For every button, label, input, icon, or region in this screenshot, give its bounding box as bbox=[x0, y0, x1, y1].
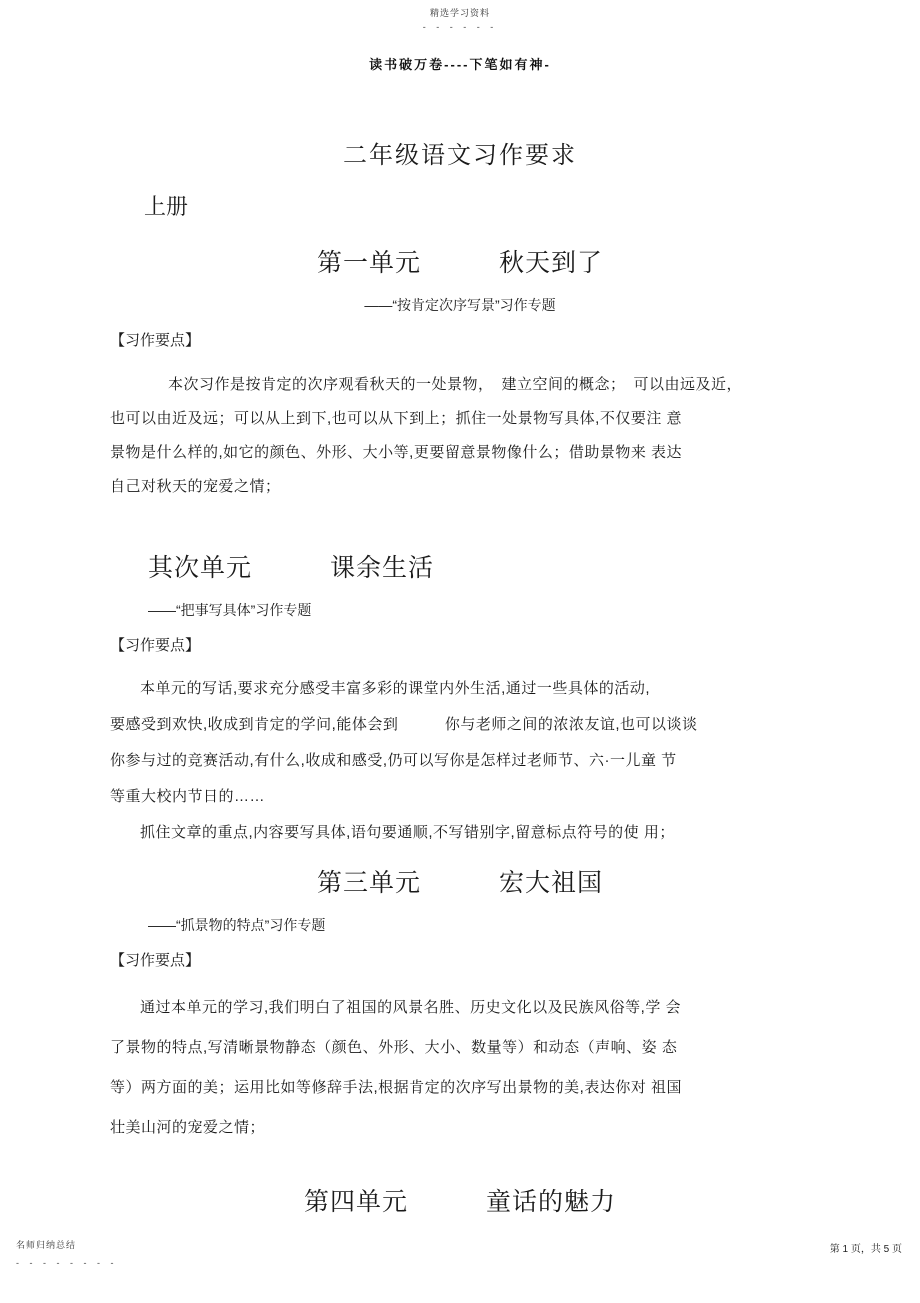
body-line: 景物是什么样的,如它的颜色、外形、大小等,更要留意景物像什么；借助景物来 表达 bbox=[110, 444, 683, 461]
volume-label: 上册 bbox=[144, 194, 189, 219]
section-2-points-label: 【习作要点】 bbox=[110, 637, 201, 654]
body-line: 壮美山河的宠爱之情； bbox=[110, 1119, 266, 1136]
section-2-subtitle: ——“把事写具体”习作专题 bbox=[148, 602, 312, 618]
document-title: 二年级语文习作要求 bbox=[343, 142, 577, 169]
header-watermark: 精选学习资料 bbox=[429, 8, 490, 18]
body-line: 本单元的写话,要求充分感受丰富多彩的课堂内外生活,通过一些具体的活动, bbox=[140, 680, 651, 697]
body-line: 通过本单元的学习,我们明白了祖国的风景名胜、历史文化以及民族风俗等,学 会 bbox=[140, 999, 682, 1016]
section-1-subtitle: ——“按肯定次序写景”习作专题 bbox=[364, 297, 556, 313]
body-line: 了景物的特点,写清晰景物静态（颜色、外形、大小、数量等）和动态（声响、姿 态 bbox=[110, 1039, 678, 1056]
header-motto: 读书破万卷----下笔如有神- bbox=[369, 57, 551, 72]
body-line: 等）两方面的美；运用比如等修辞手法,根据肯定的次序写出景物的美,表达你对 祖国 bbox=[110, 1079, 683, 1096]
section-3-points-label: 【习作要点】 bbox=[110, 952, 201, 969]
page-number: 第 1 页，共 5 页 bbox=[829, 1244, 902, 1255]
section-3-subtitle: ——“抓景物的特点”习作专题 bbox=[148, 917, 326, 933]
body-line: 本次习作是按肯定的次序观看秋天的一处景物， 建立空间的概念； 可以由远及近， bbox=[168, 376, 743, 393]
body-line: 抓住文章的重点,内容要写具体,语句要通顺,不写错别字,留意标点符号的使 用； bbox=[140, 824, 675, 841]
section-1-points-label: 【习作要点】 bbox=[110, 332, 201, 349]
body-line: 也可以由近及远；可以从上到下,也可以从下到上；抓住一处景物写具体,不仅要注 意 bbox=[110, 410, 683, 427]
section-3-heading: 第三单元 宏大祖国 bbox=[316, 869, 603, 897]
section-3-body bbox=[110, 988, 850, 1148]
section-1-heading: 第一单元 秋天到了 bbox=[316, 249, 603, 277]
body-line: 你参与过的竞赛活动,有什么,收成和感受,仍可以写你是怎样过老师节、六·一儿童 节 bbox=[110, 752, 677, 769]
section-1-body bbox=[110, 368, 850, 504]
body-line: 等重大校内节日的…… bbox=[110, 788, 266, 805]
header-dashes: - - - - - - bbox=[422, 22, 498, 32]
footer-dashes: - - - - - - - - bbox=[16, 1258, 118, 1268]
section-2-heading: 其次单元 课余生活 bbox=[148, 554, 435, 582]
section-4-heading: 第四单元 童话的魅力 bbox=[303, 1188, 616, 1216]
body-line: 自己对秋天的宠爱之情； bbox=[110, 478, 281, 495]
section-2-body bbox=[110, 671, 850, 851]
body-line: 要感受到欢快,收成到肯定的学问,能体会到 你与老师之间的浓浓友谊,也可以谈谈 bbox=[110, 716, 698, 733]
footer-note: 名师归纳总结 bbox=[16, 1240, 77, 1250]
